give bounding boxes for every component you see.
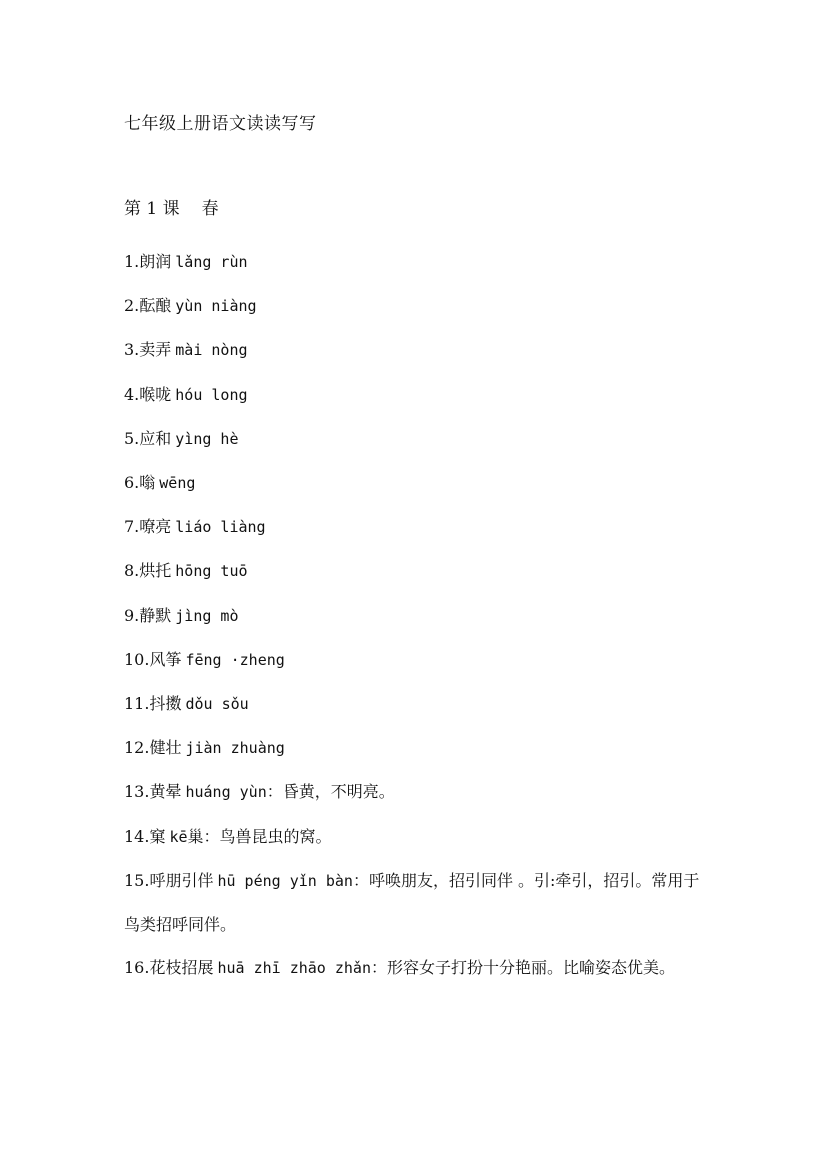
entry-word: 朗润 [139, 252, 172, 271]
vocab-entry [124, 505, 714, 549]
entry-pinyin: hū péng yǐn bàn [217, 871, 353, 890]
entry-definition: 巢：鸟兽昆虫的窝。 [187, 826, 332, 846]
entry-pinyin: dǒu sǒu [185, 695, 249, 714]
entry-pinyin: lǎng rùn [175, 253, 248, 271]
vocab-entry [124, 284, 714, 328]
lesson-heading [124, 197, 219, 221]
vocab-entry [124, 815, 714, 859]
entry-definition: ：形容女子打扮十分艳丽。比喻姿态优美。 [371, 958, 676, 978]
entry-word: 花枝招展 [149, 958, 214, 978]
lesson-name: 春 [201, 199, 219, 219]
entry-word: 烘托 [139, 561, 172, 581]
entry-number: 13. [124, 782, 150, 802]
lesson-label: 第 1 课 [124, 199, 180, 219]
entry-word: 黄晕 [149, 782, 182, 802]
entry-pinyin: yìng hè [175, 429, 239, 448]
entry-number: 8. [124, 561, 140, 581]
entry-pinyin: huā zhī zhāo zhǎn [217, 959, 371, 978]
entry-number: 9. [124, 605, 140, 625]
vocab-entry [124, 726, 714, 770]
entry-word: 风筝 [149, 649, 182, 669]
entry-word: 静默 [139, 605, 172, 625]
entry-definition: ：呼唤朋友，招引同伴 。引:牵引，招引。常用于鸟类招呼同伴。 [124, 870, 700, 935]
vocab-entry [124, 373, 714, 417]
entry-pinyin: jiàn zhuàng [185, 739, 285, 758]
entry-word: 嘹亮 [139, 517, 172, 537]
vocab-entry [124, 461, 714, 505]
entry-pinyin: yùn niàng [175, 297, 257, 316]
vocabulary-list [124, 240, 714, 990]
entry-pinyin: hóu long [175, 385, 248, 404]
entry-word: 卖弄 [139, 340, 172, 360]
entry-pinyin: hōng tuō [175, 562, 248, 581]
entry-number: 5. [124, 428, 140, 448]
entry-number: 1. [124, 252, 140, 271]
entry-pinyin: jìng mò [175, 606, 239, 625]
entry-number: 6. [124, 473, 140, 493]
entry-pinyin: huáng yùn [185, 783, 267, 802]
vocab-entry [124, 549, 714, 593]
entry-number: 12. [124, 738, 150, 758]
entry-number: 14. [124, 826, 150, 846]
entry-word: 酝酿 [139, 296, 172, 316]
vocab-entry [124, 682, 714, 726]
entry-definition: ：昏黄，不明亮。 [266, 782, 395, 802]
entry-number: 2. [124, 296, 140, 316]
entry-word: 喉咙 [139, 384, 172, 404]
vocab-entry [124, 594, 714, 638]
entry-word: 应和 [139, 428, 172, 448]
entry-number: 4. [124, 384, 140, 404]
entry-word: 呼朋引伴 [149, 870, 214, 890]
entry-word: 健壮 [149, 738, 182, 758]
vocab-entry [124, 859, 714, 946]
entry-word: 窠 [149, 826, 166, 846]
document-title: 七年级上册语文读读写写 [124, 114, 317, 134]
entry-word: 抖擞 [149, 694, 182, 714]
vocab-entry [124, 328, 714, 372]
entry-pinyin: kē [169, 827, 188, 846]
entry-number: 7. [124, 517, 140, 537]
entry-pinyin: liáo liàng [175, 518, 266, 537]
vocab-entry [124, 946, 714, 990]
entry-number: 16. [124, 958, 150, 978]
vocab-entry [124, 417, 714, 461]
entry-pinyin: fēng ·zheng [185, 650, 285, 669]
entry-number: 15. [124, 870, 150, 890]
entry-number: 3. [124, 340, 140, 360]
vocab-entry [124, 638, 714, 682]
entry-number: 11. [124, 694, 150, 714]
entry-pinyin: wēng [159, 474, 196, 493]
vocab-entry [124, 770, 714, 814]
entry-number: 10. [124, 649, 150, 669]
vocab-entry [124, 240, 714, 284]
entry-pinyin: mài nòng [175, 341, 248, 360]
entry-word: 嗡 [139, 473, 156, 493]
